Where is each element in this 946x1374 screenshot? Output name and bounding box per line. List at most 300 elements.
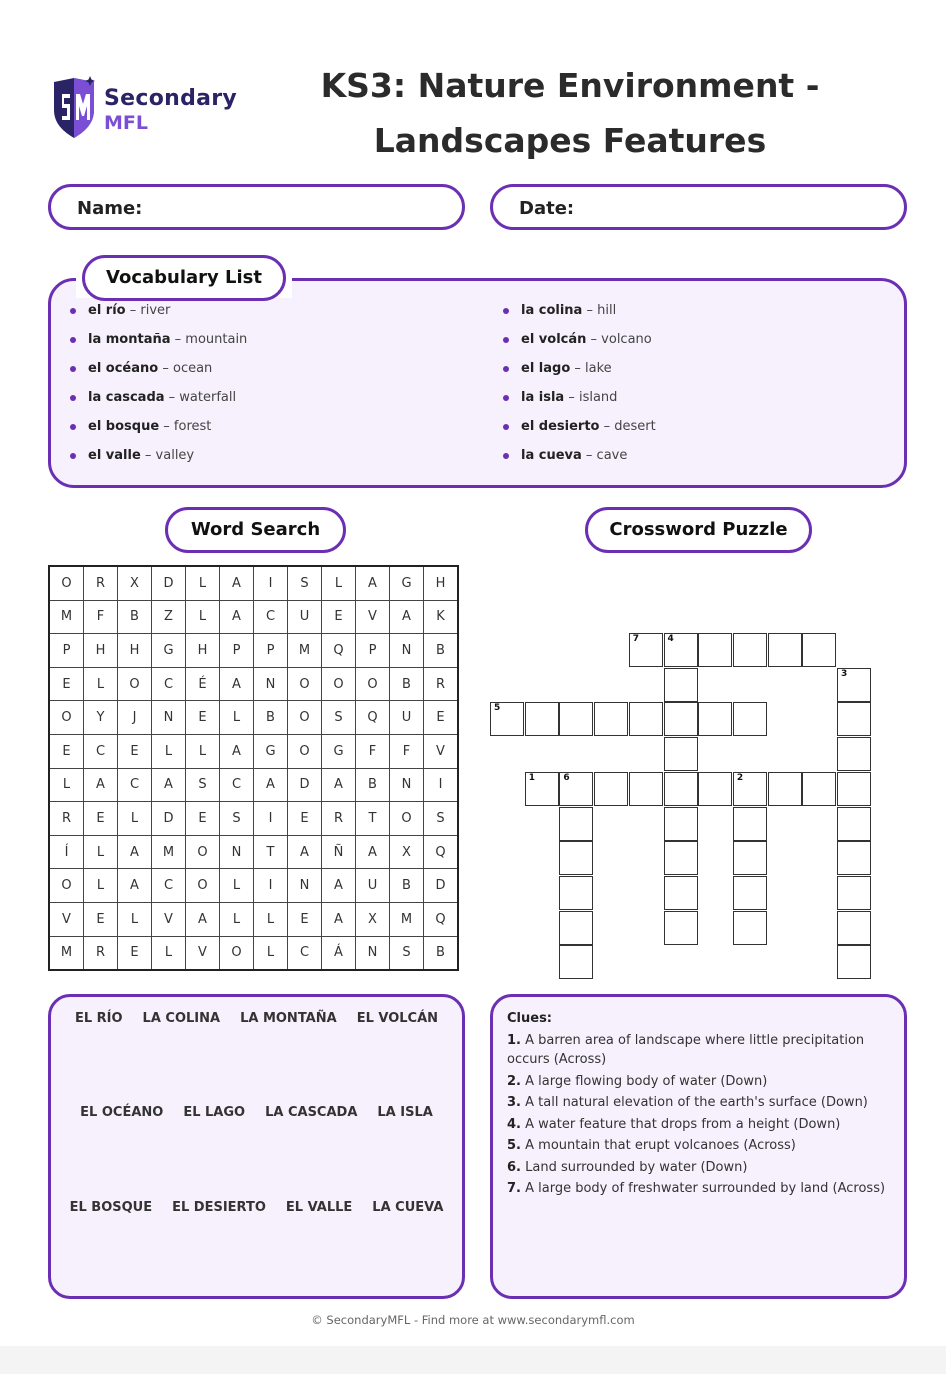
crossword-number: 1 <box>528 772 535 783</box>
grid-letter[interactable]: T <box>356 802 390 836</box>
grid-letter[interactable]: M <box>49 600 84 634</box>
grid-letter[interactable]: E <box>186 802 220 836</box>
vocab-english: hill <box>597 303 617 318</box>
grid-letter[interactable]: L <box>322 566 356 600</box>
word-list-row <box>51 1105 462 1120</box>
grid-letter[interactable]: O <box>356 667 390 701</box>
crossword-cell[interactable] <box>768 633 802 667</box>
grid-letter[interactable]: E <box>288 902 322 936</box>
grid-letter[interactable]: E <box>118 734 152 768</box>
grid-letter[interactable]: L <box>186 734 220 768</box>
vocab-dash: – <box>159 419 174 434</box>
grid-letter[interactable]: L <box>49 768 84 802</box>
grid-letter[interactable]: F <box>84 600 118 634</box>
crossword-cell[interactable] <box>664 633 698 667</box>
grid-letter[interactable]: I <box>254 802 288 836</box>
grid-letter[interactable]: O <box>390 802 424 836</box>
grid-row <box>49 835 458 869</box>
grid-letter[interactable]: S <box>288 566 322 600</box>
vocab-item <box>70 329 247 358</box>
grid-letter[interactable]: A <box>118 869 152 903</box>
vocab-spanish: el desierto <box>521 419 600 434</box>
grid-letter[interactable]: J <box>118 701 152 735</box>
word-list-item: LA ISLA <box>377 1105 433 1120</box>
vocab-spanish: la montaña <box>88 332 171 347</box>
grid-letter[interactable]: O <box>288 667 322 701</box>
grid-letter[interactable]: E <box>84 902 118 936</box>
grid-letter[interactable]: Ñ <box>322 835 356 869</box>
clue-number: 5. <box>507 1138 521 1153</box>
grid-letter[interactable]: L <box>118 902 152 936</box>
grid-letter[interactable]: O <box>118 667 152 701</box>
grid-row <box>49 869 458 903</box>
grid-letter[interactable]: S <box>390 936 424 970</box>
grid-letter[interactable]: L <box>152 936 186 970</box>
grid-letter[interactable]: O <box>288 701 322 735</box>
crossword-cell[interactable] <box>525 772 559 806</box>
clue-number: 6. <box>507 1159 521 1175</box>
grid-letter[interactable]: A <box>322 768 356 802</box>
grid-row <box>49 600 458 634</box>
grid-letter[interactable]: A <box>152 768 186 802</box>
crossword-cell[interactable] <box>698 772 732 806</box>
grid-letter[interactable]: U <box>288 600 322 634</box>
grid-letter[interactable]: E <box>49 667 84 701</box>
grid-letter[interactable]: L <box>220 701 254 735</box>
crossword-cell[interactable] <box>559 702 593 736</box>
grid-letter[interactable]: V <box>424 734 459 768</box>
vocab-english: volcano <box>601 332 652 347</box>
title-line-1: KS3: Nature Environment - <box>320 66 820 105</box>
grid-letter[interactable]: L <box>254 936 288 970</box>
crossword-cell[interactable] <box>837 841 871 875</box>
grid-letter[interactable]: I <box>424 768 459 802</box>
vocab-dash: – <box>170 332 186 347</box>
grid-letter[interactable]: G <box>390 566 424 600</box>
grid-letter[interactable]: A <box>322 869 356 903</box>
vocab-dash: – <box>164 390 180 405</box>
clues-panel <box>490 994 907 1299</box>
grid-letter[interactable]: R <box>84 566 118 600</box>
vocab-item <box>503 300 656 329</box>
brand-subname: MFL <box>104 112 148 134</box>
grid-letter[interactable]: P <box>254 634 288 668</box>
grid-letter[interactable]: E <box>186 701 220 735</box>
clue-number: 7. <box>507 1181 521 1196</box>
vocab-english: waterfall <box>179 390 237 405</box>
clue-number: 1. <box>507 1033 521 1048</box>
crossword-cell[interactable] <box>837 702 871 736</box>
grid-letter[interactable]: L <box>186 600 220 634</box>
crossword-number: 6 <box>563 772 570 783</box>
footer-credit: © SecondaryMFL - Find more at www.secondarymfl.com <box>311 1313 635 1327</box>
crossword-number: 3 <box>841 668 848 679</box>
grid-letter[interactable]: D <box>152 566 186 600</box>
grid-letter[interactable]: L <box>254 902 288 936</box>
crossword-cell[interactable] <box>525 702 559 736</box>
crossword-cell[interactable] <box>559 945 593 979</box>
crossword-cell[interactable] <box>733 702 767 736</box>
clue-item <box>507 1179 895 1198</box>
grid-letter[interactable]: E <box>49 734 84 768</box>
grid-letter[interactable]: X <box>390 835 424 869</box>
word-search-grid <box>48 565 459 971</box>
vocab-dash: – <box>158 361 173 376</box>
vocab-dash: – <box>586 332 602 347</box>
grid-letter[interactable]: N <box>390 768 424 802</box>
vocab-item <box>70 416 247 445</box>
word-list-item: LA CASCADA <box>265 1105 358 1120</box>
grid-letter[interactable]: S <box>424 802 459 836</box>
grid-letter[interactable]: G <box>254 734 288 768</box>
grid-letter[interactable]: A <box>220 734 254 768</box>
grid-letter[interactable]: O <box>49 701 84 735</box>
crossword-cell[interactable] <box>837 807 871 841</box>
grid-letter[interactable]: V <box>186 936 220 970</box>
grid-letter[interactable]: C <box>84 734 118 768</box>
crossword-number: 5 <box>494 703 501 714</box>
crossword-cell[interactable] <box>733 807 767 841</box>
vocab-item <box>503 358 656 387</box>
grid-letter[interactable]: B <box>424 634 459 668</box>
grid-letter[interactable]: A <box>390 600 424 634</box>
grid-letter[interactable]: B <box>254 701 288 735</box>
vocab-dash: – <box>599 419 615 434</box>
word-list-item: EL VOLCÁN <box>356 1011 439 1026</box>
grid-letter[interactable]: Y <box>84 701 118 735</box>
vocab-english: valley <box>155 448 195 463</box>
grid-letter[interactable]: E <box>288 802 322 836</box>
word-list-row <box>51 1200 462 1215</box>
grid-letter[interactable]: L <box>84 667 118 701</box>
grid-letter[interactable]: P <box>220 634 254 668</box>
grid-letter[interactable]: I <box>254 869 288 903</box>
grid-letter[interactable]: N <box>288 869 322 903</box>
grid-letter[interactable]: K <box>424 600 459 634</box>
vocab-spanish: la cascada <box>88 390 165 405</box>
crossword-cell[interactable] <box>837 911 871 945</box>
word-list-item: EL RÍO <box>74 1011 123 1026</box>
grid-letter[interactable]: Q <box>424 902 459 936</box>
grid-letter[interactable]: A <box>322 902 356 936</box>
word-search-heading: Word Search <box>165 507 346 553</box>
grid-letter[interactable]: L <box>84 835 118 869</box>
grid-letter[interactable]: A <box>356 566 390 600</box>
word-list-panel <box>48 994 465 1299</box>
vocab-item <box>70 300 247 329</box>
grid-letter[interactable]: P <box>356 634 390 668</box>
grid-letter[interactable]: S <box>186 768 220 802</box>
crossword-cell[interactable] <box>664 807 698 841</box>
grid-letter[interactable]: L <box>186 566 220 600</box>
vocab-item <box>503 416 656 445</box>
grid-letter[interactable]: U <box>356 869 390 903</box>
clues-heading: Clues: <box>507 1011 553 1026</box>
grid-letter[interactable]: D <box>152 802 186 836</box>
clue-item <box>507 1158 895 1177</box>
vocab-dash: – <box>581 448 597 463</box>
clue-text: A barren area of landscape where little precipitation occurs (Across) <box>507 1033 865 1067</box>
grid-letter[interactable]: O <box>186 869 220 903</box>
word-list-item: EL VALLE <box>285 1200 353 1215</box>
vocab-item <box>70 445 247 474</box>
grid-row <box>49 566 458 600</box>
clue-number: 3. <box>507 1095 521 1110</box>
grid-letter[interactable]: E <box>424 701 459 735</box>
grid-letter[interactable]: O <box>220 936 254 970</box>
grid-letter[interactable]: R <box>84 936 118 970</box>
grid-letter[interactable]: R <box>424 667 459 701</box>
vocab-item <box>503 445 656 474</box>
grid-letter[interactable]: C <box>152 869 186 903</box>
logo-shield-icon <box>50 76 100 140</box>
grid-letter[interactable]: S <box>322 701 356 735</box>
vocab-spanish: el lago <box>521 361 571 376</box>
grid-letter[interactable]: A <box>84 768 118 802</box>
crossword-cell[interactable] <box>837 945 871 979</box>
vocab-spanish: la isla <box>521 390 565 405</box>
word-list-item: LA MONTAÑA <box>240 1011 337 1026</box>
grid-letter[interactable]: F <box>356 734 390 768</box>
crossword-cell[interactable] <box>594 772 628 806</box>
word-list-item: LA COLINA <box>142 1011 221 1026</box>
grid-row <box>49 902 458 936</box>
vocab-dash: – <box>582 303 598 318</box>
grid-letter[interactable]: Á <box>322 936 356 970</box>
crossword-cell[interactable] <box>664 737 698 771</box>
grid-letter[interactable]: A <box>356 835 390 869</box>
crossword-cell[interactable] <box>837 668 871 702</box>
grid-letter[interactable]: X <box>356 902 390 936</box>
grid-letter[interactable]: S <box>220 802 254 836</box>
grid-letter[interactable]: M <box>152 835 186 869</box>
grid-letter[interactable]: L <box>118 802 152 836</box>
grid-letter[interactable]: M <box>390 902 424 936</box>
crossword-cell[interactable] <box>733 772 767 806</box>
grid-letter[interactable]: H <box>186 634 220 668</box>
grid-letter[interactable]: M <box>288 634 322 668</box>
crossword-cell[interactable] <box>629 702 663 736</box>
grid-letter[interactable]: D <box>424 869 459 903</box>
grid-letter[interactable]: H <box>424 566 459 600</box>
crossword-cell[interactable] <box>559 911 593 945</box>
crossword-cell[interactable] <box>559 772 593 806</box>
grid-letter[interactable]: V <box>49 902 84 936</box>
grid-letter[interactable]: A <box>220 667 254 701</box>
clue-number: 2. <box>507 1073 521 1089</box>
grid-letter[interactable]: F <box>390 734 424 768</box>
vocab-dash: – <box>564 390 579 405</box>
crossword-cell[interactable] <box>664 841 698 875</box>
grid-letter[interactable]: E <box>118 936 152 970</box>
clue-text: A tall natural elevation of the earth's surface (Down) <box>525 1095 868 1110</box>
vocab-english: river <box>140 303 171 318</box>
grid-letter[interactable]: O <box>288 734 322 768</box>
crossword-cell[interactable] <box>802 633 836 667</box>
grid-letter[interactable]: P <box>49 634 84 668</box>
word-list-item: EL DESIERTO <box>172 1200 266 1215</box>
name-field[interactable] <box>48 184 465 230</box>
grid-letter[interactable]: U <box>390 701 424 735</box>
grid-letter[interactable]: A <box>186 902 220 936</box>
clue-text: A water feature that drops from a height (Down) <box>525 1116 841 1132</box>
crossword-cell[interactable] <box>664 702 698 736</box>
crossword-number: 2 <box>736 772 744 783</box>
crossword-cell[interactable] <box>802 772 836 806</box>
grid-letter[interactable]: N <box>356 936 390 970</box>
grid-letter[interactable]: L <box>220 869 254 903</box>
grid-letter[interactable]: O <box>322 667 356 701</box>
page-bottom-band <box>0 1346 946 1374</box>
grid-letter[interactable]: L <box>84 869 118 903</box>
crossword-cell[interactable] <box>698 633 732 667</box>
grid-letter[interactable]: L <box>220 902 254 936</box>
crossword-cell[interactable] <box>559 876 593 910</box>
grid-letter[interactable]: H <box>84 634 118 668</box>
grid-letter[interactable]: T <box>254 835 288 869</box>
title-line-2: Landscapes Features <box>373 121 767 160</box>
crossword-number: 4 <box>667 634 674 644</box>
grid-row <box>49 667 458 701</box>
grid-letter[interactable]: A <box>118 835 152 869</box>
grid-letter[interactable]: X <box>118 566 152 600</box>
crossword-cell[interactable] <box>733 633 767 667</box>
grid-letter[interactable]: B <box>424 936 459 970</box>
crossword-cell[interactable] <box>664 772 698 806</box>
crossword-cell[interactable] <box>733 876 767 910</box>
vocab-item <box>70 387 247 416</box>
grid-letter[interactable]: Í <box>49 835 84 869</box>
grid-letter[interactable]: Q <box>322 634 356 668</box>
grid-letter[interactable]: A <box>254 768 288 802</box>
grid-letter[interactable]: O <box>49 869 84 903</box>
vocab-item <box>70 358 247 387</box>
vocab-list-right <box>503 300 656 474</box>
brand-name: Secondary <box>104 86 238 111</box>
grid-letter[interactable]: R <box>49 802 84 836</box>
crossword-cell[interactable] <box>698 702 732 736</box>
clue-number: 4. <box>507 1116 521 1132</box>
grid-letter[interactable]: A <box>220 600 254 634</box>
grid-letter[interactable]: Q <box>356 701 390 735</box>
crossword-cell[interactable] <box>490 702 524 736</box>
grid-letter[interactable]: R <box>322 802 356 836</box>
clue-text: A mountain that erupt volcanoes (Across) <box>525 1138 796 1153</box>
grid-letter[interactable]: N <box>254 667 288 701</box>
page-title <box>290 58 850 168</box>
clue-text: Land surrounded by water (Down) <box>525 1159 748 1175</box>
crossword-cell[interactable] <box>629 633 663 667</box>
grid-letter[interactable]: B <box>390 869 424 903</box>
vocab-dash: – <box>570 361 586 376</box>
grid-letter[interactable]: E <box>84 802 118 836</box>
crossword-cell[interactable] <box>768 772 802 806</box>
clue-item <box>507 1093 895 1112</box>
grid-letter[interactable]: A <box>220 566 254 600</box>
vocab-english: mountain <box>185 332 248 347</box>
vocab-english: lake <box>585 361 612 376</box>
crossword-cell[interactable] <box>837 772 871 806</box>
grid-letter[interactable]: D <box>288 768 322 802</box>
grid-letter[interactable]: H <box>118 634 152 668</box>
grid-row <box>49 802 458 836</box>
grid-letter[interactable]: N <box>390 634 424 668</box>
crossword-cell[interactable] <box>837 876 871 910</box>
crossword-cell[interactable] <box>594 702 628 736</box>
crossword-cell[interactable] <box>629 772 663 806</box>
grid-letter[interactable]: I <box>254 566 288 600</box>
grid-letter[interactable]: N <box>220 835 254 869</box>
grid-letter[interactable]: M <box>49 936 84 970</box>
vocab-english: desert <box>614 419 656 434</box>
grid-row <box>49 936 458 970</box>
vocab-spanish: la colina <box>521 303 583 318</box>
brand-logo <box>50 72 250 142</box>
grid-letter[interactable]: C <box>288 936 322 970</box>
grid-letter[interactable]: G <box>152 634 186 668</box>
vocab-english: forest <box>173 419 212 434</box>
clue-item <box>507 1072 895 1091</box>
date-field[interactable] <box>490 184 907 230</box>
grid-letter[interactable]: C <box>152 667 186 701</box>
word-list-item: EL OCÉANO <box>80 1105 164 1120</box>
grid-letter[interactable]: L <box>152 734 186 768</box>
grid-letter[interactable]: V <box>152 902 186 936</box>
vocab-spanish: el volcán <box>521 332 587 347</box>
grid-letter[interactable]: C <box>220 768 254 802</box>
grid-letter[interactable]: V <box>356 600 390 634</box>
grid-letter[interactable]: É <box>186 667 220 701</box>
vocab-item <box>503 329 656 358</box>
crossword-cell[interactable] <box>559 807 593 841</box>
vocab-english: ocean <box>172 361 213 376</box>
crossword-cell[interactable] <box>837 737 871 771</box>
grid-letter[interactable]: G <box>322 734 356 768</box>
vocab-spanish: el río <box>88 303 126 318</box>
grid-letter[interactable]: C <box>118 768 152 802</box>
vocab-spanish: el océano <box>88 361 159 376</box>
crossword-cell[interactable] <box>664 668 698 702</box>
clue-item <box>507 1136 895 1155</box>
crossword-cell[interactable] <box>733 911 767 945</box>
grid-letter[interactable]: C <box>254 600 288 634</box>
clues-list <box>507 1031 895 1201</box>
grid-letter[interactable]: Q <box>424 835 459 869</box>
vocab-spanish: la cueva <box>521 448 582 463</box>
grid-letter[interactable]: O <box>186 835 220 869</box>
vocab-spanish: el bosque <box>88 419 160 434</box>
grid-row <box>49 634 458 668</box>
grid-letter[interactable]: B <box>356 768 390 802</box>
crossword-cell[interactable] <box>733 841 767 875</box>
vocab-english: island <box>578 390 618 405</box>
grid-row <box>49 734 458 768</box>
grid-letter[interactable]: Z <box>152 600 186 634</box>
grid-letter[interactable]: N <box>152 701 186 735</box>
crossword-cell[interactable] <box>559 841 593 875</box>
crossword-cell[interactable] <box>664 876 698 910</box>
name-label: Name: <box>77 198 143 219</box>
clue-item <box>507 1031 895 1069</box>
grid-letter[interactable]: A <box>288 835 322 869</box>
grid-letter[interactable]: O <box>49 566 84 600</box>
crossword-cell[interactable] <box>664 911 698 945</box>
grid-row <box>49 768 458 802</box>
grid-letter[interactable]: E <box>322 600 356 634</box>
vocab-spanish: el valle <box>88 448 141 463</box>
grid-letter[interactable]: B <box>390 667 424 701</box>
grid-letter[interactable]: B <box>118 600 152 634</box>
